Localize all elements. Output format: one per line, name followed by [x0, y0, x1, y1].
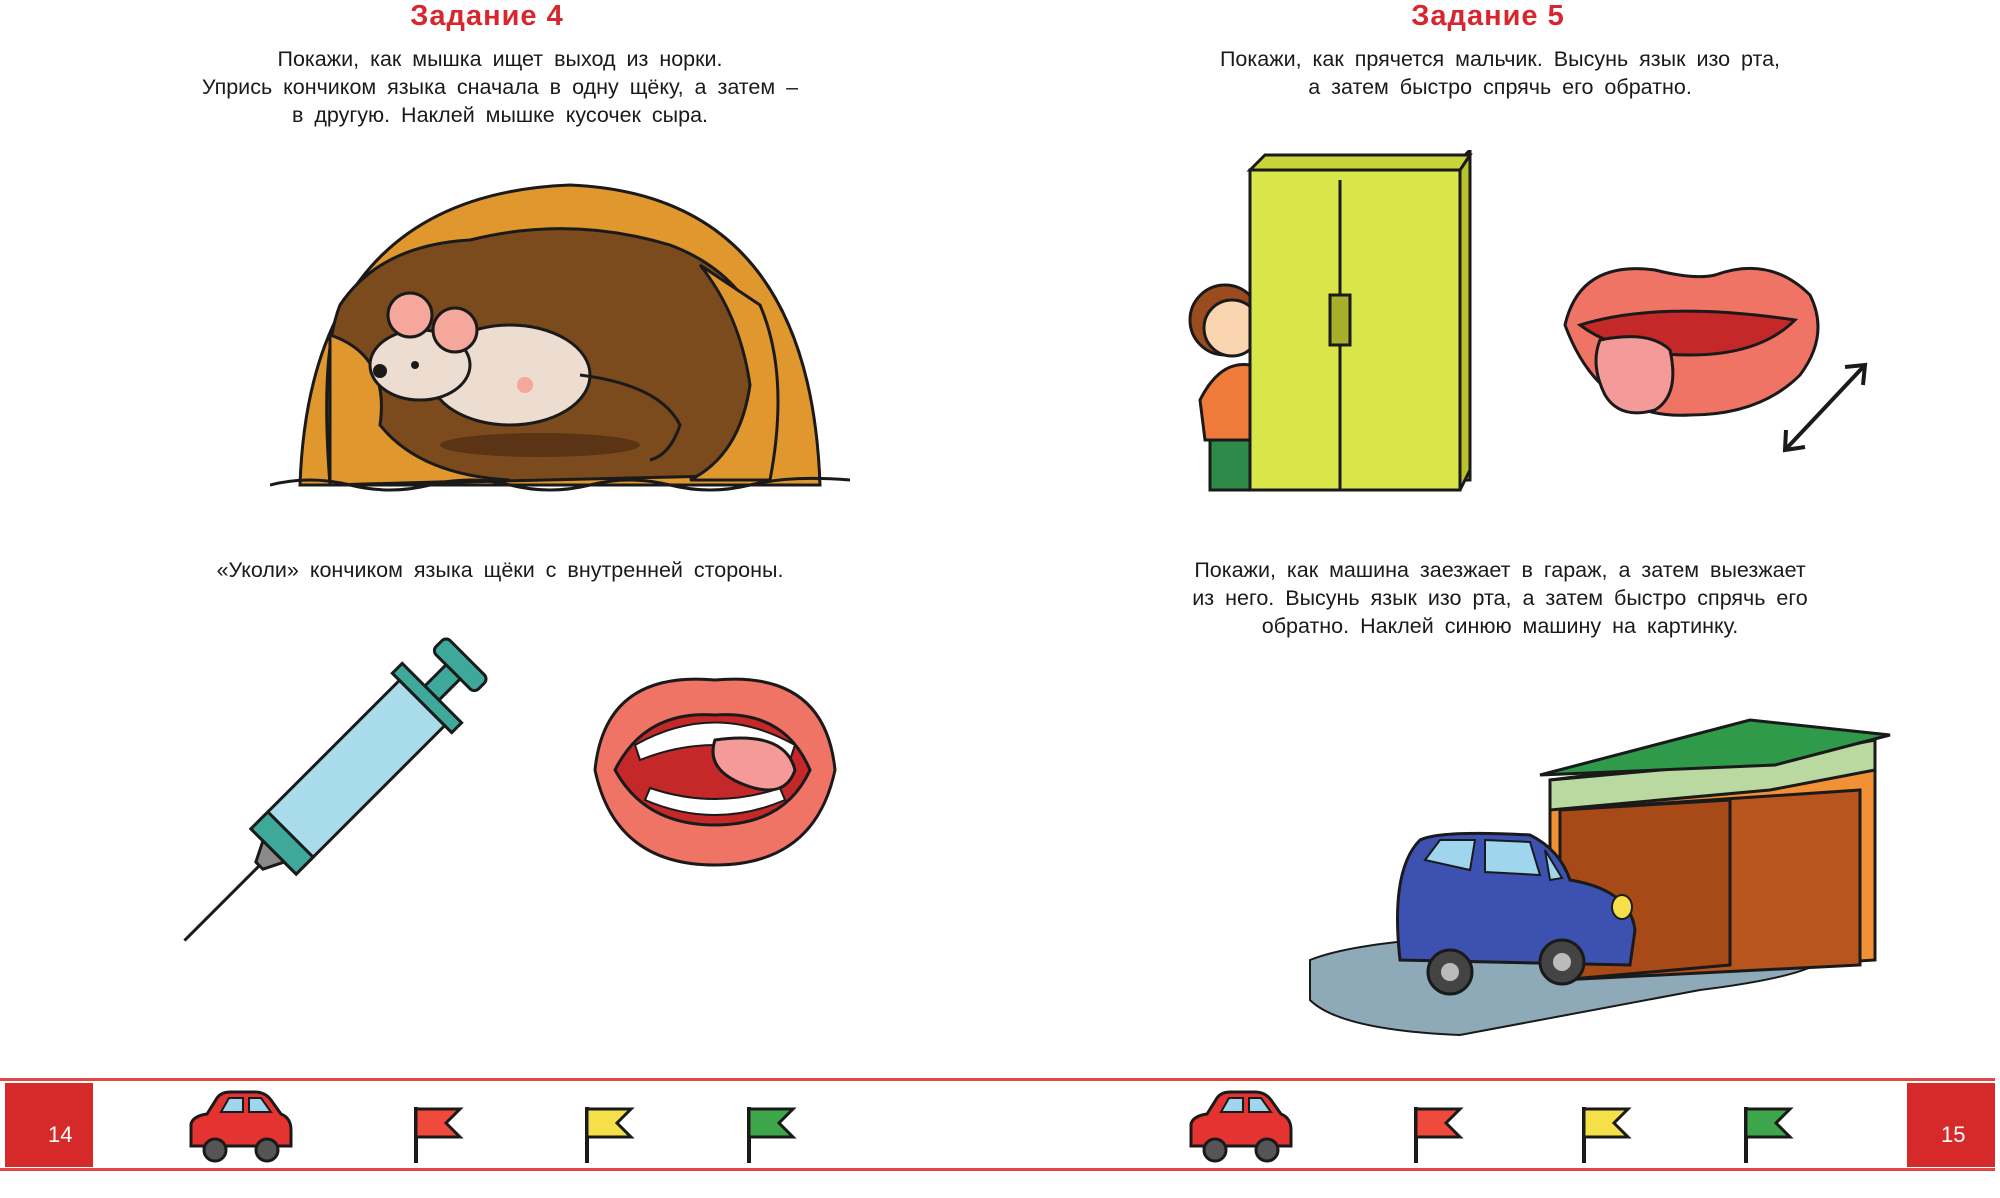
tongue-mouth-illustration: [1560, 255, 1870, 455]
task-4-title: Задание 4: [410, 0, 564, 32]
red-flag-icon: [1412, 1105, 1464, 1165]
task-4-instruction: Покажи, как мышка ищет выход из норки. Упрись кончиком языка сначала в одну щёку, а затем – в другую. Наклей мышке кусочек сыра.: [201, 47, 799, 127]
open-mouth-illustration: [585, 660, 840, 870]
boy-behind-wardrobe-illustration: [1170, 150, 1480, 500]
syringe-illustration: [180, 615, 510, 960]
task-5-instruction: Покажи, как прячется мальчик. Высунь язык изо рта, а затем быстро спрячь его обратно.: [1219, 47, 1781, 99]
footer-line-bottom: [1000, 1168, 1995, 1171]
page-number: 14: [48, 1122, 73, 1147]
green-flag-icon: [1742, 1105, 1794, 1165]
footer-line-top: [0, 1078, 1000, 1081]
yellow-flag-icon: [1580, 1105, 1632, 1165]
task-5-instruction-2: Покажи, как машина заезжает в гараж, а затем выезжает из него. Высунь язык изо рта, а затем быстро спрячь его обратно. Наклей синюю машину на картинку.: [1192, 558, 1808, 638]
footer-line-top: [1000, 1078, 1995, 1081]
footer-line-bottom: [0, 1168, 1000, 1171]
green-flag-icon: [745, 1105, 797, 1165]
red-car-icon: [185, 1090, 295, 1166]
red-car-icon: [1185, 1090, 1295, 1166]
mouse-burrow-illustration: [270, 175, 850, 505]
garage-car-illustration: [1300, 710, 1900, 1040]
yellow-flag-icon: [583, 1105, 635, 1165]
task-4-instruction-2: «Уколи» кончиком языка щёки с внутренней стороны.: [216, 558, 784, 582]
red-flag-icon: [412, 1105, 464, 1165]
task-5-title: Задание 5: [1411, 0, 1565, 32]
page-number: 15: [1941, 1122, 1966, 1147]
right-page: [1000, 0, 2000, 1198]
